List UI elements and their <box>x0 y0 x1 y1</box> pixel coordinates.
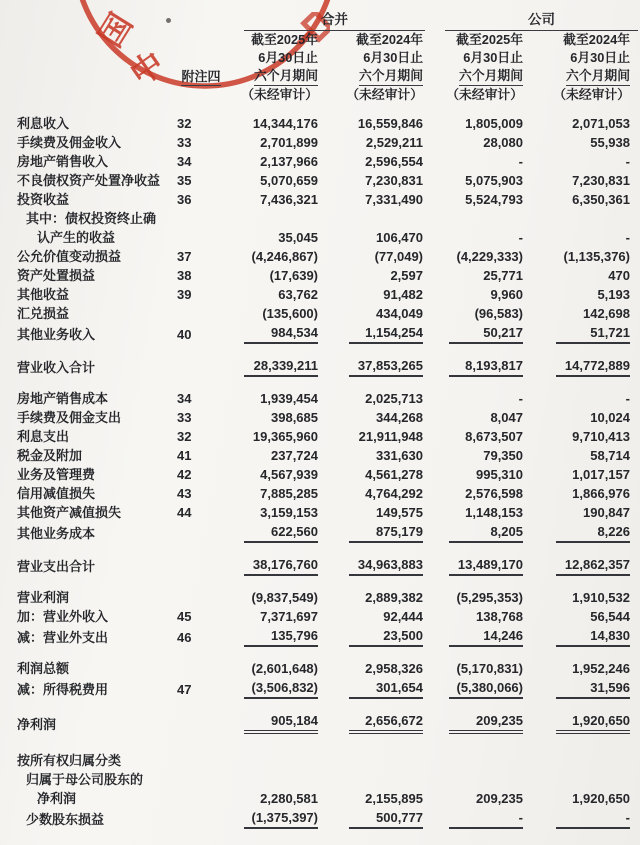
value-company-2024: 58,714 <box>590 448 630 463</box>
value-consolidated-2024: 1,154,254 <box>318 323 423 344</box>
value-company-2024 <box>523 770 630 789</box>
value-consolidated-2025: 2,280,581 <box>260 791 318 806</box>
header-col-company-2024: 截至2024年 6月30日止 六个月期间 （未经审计） <box>553 32 630 102</box>
value-consolidated-2025: (3,506,832) <box>232 678 318 699</box>
value-company-2024: - <box>625 230 630 245</box>
value-company-2025: 1,805,009 <box>465 116 523 131</box>
value-consolidated-2024: 331,630 <box>376 448 423 463</box>
value-company-2024: 1,920,650 <box>572 791 630 806</box>
value-company-2024: 1,017,157 <box>572 467 630 482</box>
row-label: 营业利润 <box>17 590 70 605</box>
row-label: 房地产销售收入 <box>17 154 109 169</box>
header-col-consolidated-2024: 截至2024年 6月30日止 六个月期间 （未经审计） <box>346 32 423 102</box>
table-row <box>0 588 640 607</box>
value-company-2025: 8,047 <box>490 410 523 425</box>
table-row <box>0 304 640 323</box>
value-company-2025: 138,768 <box>476 609 523 624</box>
table-row <box>0 503 640 522</box>
value-consolidated-2025: 7,885,285 <box>260 486 318 501</box>
value-company-2024: 190,847 <box>583 505 630 520</box>
value-company-2025: 13,489,170 <box>423 555 523 576</box>
table-row <box>0 114 640 133</box>
value-company-2025 <box>423 770 523 789</box>
value-company-2024: 9,710,413 <box>572 429 630 444</box>
table-row <box>0 285 640 304</box>
value-consolidated-2024: 106,470 <box>376 230 423 245</box>
value-consolidated-2025: 35,045 <box>278 230 318 245</box>
row-note-number: 45 <box>177 609 192 624</box>
row-note-number: 41 <box>177 448 192 463</box>
value-company-2024: 1,866,976 <box>572 486 630 501</box>
value-consolidated-2025: 3,159,153 <box>260 505 318 520</box>
table-row <box>0 209 640 228</box>
value-company-2025: (5,170,831) <box>456 661 523 676</box>
value-consolidated-2025: 905,184 <box>232 711 318 734</box>
row-spacer <box>0 645 640 659</box>
table-row <box>0 678 640 697</box>
header-col-company-2025: 截至2025年 6月30日止 六个月期间 （未经审计） <box>446 32 523 102</box>
value-consolidated-2024: 344,268 <box>376 410 423 425</box>
value-company-2025: - <box>423 808 523 829</box>
value-consolidated-2025 <box>232 209 318 228</box>
value-consolidated-2025: 1,939,454 <box>260 391 318 406</box>
value-consolidated-2025: 135,796 <box>232 626 318 647</box>
table-row <box>0 555 640 574</box>
row-note-number: 33 <box>177 410 192 425</box>
row-label: 不良债权资产处置净收益 <box>17 173 161 188</box>
value-company-2024: - <box>625 154 630 169</box>
value-company-2025: 50,217 <box>423 323 523 344</box>
row-spacer <box>0 342 640 356</box>
value-company-2025: 8,673,507 <box>465 429 523 444</box>
row-label: 减：所得税费用 <box>17 682 109 697</box>
row-spacer <box>0 574 640 588</box>
value-consolidated-2025: (135,600) <box>262 306 318 321</box>
value-company-2024: 7,230,831 <box>572 173 630 188</box>
value-company-2024: 1,920,650 <box>523 711 630 734</box>
value-consolidated-2025: 7,371,697 <box>260 609 318 624</box>
value-consolidated-2025: 14,344,176 <box>252 116 318 131</box>
row-label: 利息支出 <box>17 429 70 444</box>
table-row <box>0 607 640 626</box>
row-label: 利润总额 <box>17 661 70 676</box>
value-company-2025: 79,350 <box>483 448 523 463</box>
row-label: 汇兑损益 <box>17 306 70 321</box>
value-company-2024: 55,938 <box>590 135 630 150</box>
value-consolidated-2024: 16,559,846 <box>357 116 423 131</box>
value-company-2024: 142,698 <box>583 306 630 321</box>
header-group-company: 公司 <box>445 8 638 31</box>
value-consolidated-2025: (4,246,867) <box>251 249 318 264</box>
table-row <box>0 408 640 427</box>
note-column-label: 附注四 <box>181 66 220 86</box>
value-company-2024: - <box>523 808 630 829</box>
value-company-2025: 14,246 <box>423 626 523 647</box>
row-label: 净利润 <box>17 717 57 732</box>
value-consolidated-2024 <box>318 209 423 228</box>
value-company-2025: 1,148,153 <box>465 505 523 520</box>
value-consolidated-2024: 2,596,554 <box>365 154 423 169</box>
value-company-2025: 8,205 <box>423 522 523 543</box>
row-note-number: 32 <box>177 429 192 444</box>
table-row <box>0 228 640 247</box>
value-company-2025: (5,380,066) <box>423 678 523 699</box>
value-company-2024: 6,350,361 <box>572 192 630 207</box>
header-col-consolidated-2025: 截至2025年 6月30日止 六个月期间 （未经审计） <box>241 32 318 102</box>
value-consolidated-2024: 37,853,265 <box>318 356 423 377</box>
table-row <box>0 465 640 484</box>
table-row <box>0 626 640 645</box>
value-consolidated-2024 <box>318 751 423 770</box>
value-consolidated-2025: 622,560 <box>232 522 318 543</box>
value-company-2024: 31,596 <box>523 678 630 699</box>
value-company-2024: 51,721 <box>523 323 630 344</box>
row-spacer <box>0 375 640 389</box>
row-note-number: 35 <box>177 173 192 188</box>
row-label: 营业支出合计 <box>17 559 96 574</box>
value-consolidated-2025 <box>232 751 318 770</box>
value-consolidated-2025: (17,639) <box>269 268 318 283</box>
value-consolidated-2025: 28,339,211 <box>232 356 318 377</box>
value-consolidated-2024: 4,764,292 <box>365 486 423 501</box>
value-company-2024: 14,772,889 <box>523 356 630 377</box>
value-company-2025: 8,193,817 <box>423 356 523 377</box>
value-consolidated-2024: (77,049) <box>374 249 423 264</box>
value-company-2024: - <box>625 391 630 406</box>
row-note-number: 39 <box>177 287 192 302</box>
table-row <box>0 247 640 266</box>
table-row <box>0 659 640 678</box>
value-consolidated-2025 <box>232 770 318 789</box>
table-row <box>0 484 640 503</box>
value-consolidated-2024: 875,179 <box>318 522 423 543</box>
row-label: 其他业务收入 <box>17 327 96 342</box>
value-consolidated-2025: (1,375,397) <box>232 808 318 829</box>
value-consolidated-2024: 34,963,883 <box>318 555 423 576</box>
header-group-consolidated: 合并 <box>244 8 425 31</box>
row-note-number: 46 <box>177 630 192 645</box>
header-group-row <box>0 8 640 31</box>
row-label: 归属于母公司股东的 <box>26 772 144 787</box>
value-company-2025: 995,310 <box>476 467 523 482</box>
value-company-2024: 2,071,053 <box>572 116 630 131</box>
row-label: 资产处置损益 <box>17 268 96 283</box>
row-label: 净利润 <box>37 791 77 806</box>
value-consolidated-2024: 7,331,490 <box>365 192 423 207</box>
value-consolidated-2025: 5,070,659 <box>260 173 318 188</box>
seal-char-zhong: 中 <box>123 44 171 93</box>
row-label: 信用减值损失 <box>17 486 96 501</box>
row-label: 其中：债权投资终止确 <box>26 211 157 226</box>
value-company-2025: 25,771 <box>483 268 523 283</box>
value-company-2025 <box>423 751 523 770</box>
table-row <box>0 446 640 465</box>
table-row <box>0 789 640 808</box>
value-company-2025: - <box>518 154 523 169</box>
row-label: 利息收入 <box>17 116 70 131</box>
table-row <box>0 751 640 770</box>
value-company-2024: 8,226 <box>523 522 630 543</box>
table-row <box>0 808 640 827</box>
value-company-2025: 209,235 <box>423 711 523 734</box>
value-consolidated-2025: (9,837,549) <box>251 590 318 605</box>
row-note-number: 37 <box>177 249 192 264</box>
value-consolidated-2024 <box>318 770 423 789</box>
value-company-2025: 28,080 <box>483 135 523 150</box>
value-company-2024: (1,135,376) <box>563 249 630 264</box>
row-label: 认产生的收益 <box>37 230 116 245</box>
row-note-number: 34 <box>177 391 192 406</box>
row-label: 按所有权归属分类 <box>17 753 122 768</box>
value-consolidated-2024: 2,597 <box>390 268 423 283</box>
value-consolidated-2025: 7,436,321 <box>260 192 318 207</box>
value-company-2024: 10,024 <box>590 410 630 425</box>
value-consolidated-2025: 237,724 <box>271 448 318 463</box>
row-note-number: 33 <box>177 135 192 150</box>
table-row <box>0 266 640 285</box>
row-note-number: 43 <box>177 486 192 501</box>
value-consolidated-2025: 38,176,760 <box>232 555 318 576</box>
row-label: 房地产销售成本 <box>17 391 109 406</box>
row-label: 业务及管理费 <box>17 467 96 482</box>
value-consolidated-2024: 2,529,211 <box>365 135 423 150</box>
value-company-2025: (96,583) <box>474 306 523 321</box>
value-consolidated-2024: 92,444 <box>383 609 423 624</box>
row-spacer <box>0 697 640 711</box>
row-note-number: 44 <box>177 505 192 520</box>
table-row <box>0 522 640 541</box>
value-consolidated-2025: 398,685 <box>271 410 318 425</box>
table-row <box>0 711 640 730</box>
value-company-2025: (4,229,333) <box>456 249 523 264</box>
row-note-number: 38 <box>177 268 192 283</box>
row-note-number: 34 <box>177 154 192 169</box>
table-row <box>0 152 640 171</box>
value-company-2024: 56,544 <box>590 609 630 624</box>
value-consolidated-2024: 2,656,672 <box>318 711 423 734</box>
value-consolidated-2024: 301,654 <box>318 678 423 699</box>
row-label: 其他资产减值损失 <box>17 505 122 520</box>
value-company-2025 <box>423 209 523 228</box>
value-company-2025: - <box>518 391 523 406</box>
value-consolidated-2025: 2,137,966 <box>260 154 318 169</box>
value-consolidated-2025: 63,762 <box>278 287 318 302</box>
value-consolidated-2024: 4,561,278 <box>365 467 423 482</box>
value-consolidated-2024: 21,911,948 <box>358 429 423 444</box>
value-consolidated-2024: 2,958,326 <box>365 661 423 676</box>
value-consolidated-2024: 2,155,895 <box>365 791 423 806</box>
row-label: 减：营业外支出 <box>17 630 109 645</box>
value-company-2024: 470 <box>608 268 630 283</box>
row-label: 其他收益 <box>17 287 70 302</box>
value-company-2025: (5,295,353) <box>456 590 523 605</box>
value-company-2024: 1,910,532 <box>572 590 630 605</box>
value-consolidated-2024: 434,049 <box>376 306 423 321</box>
table-row <box>0 323 640 342</box>
row-label: 少数股东损益 <box>26 812 105 827</box>
row-label: 手续费及佣金支出 <box>17 410 122 425</box>
value-consolidated-2024: 149,575 <box>376 505 423 520</box>
table-row <box>0 190 640 209</box>
value-consolidated-2024: 2,889,382 <box>365 590 423 605</box>
table-row <box>0 356 640 375</box>
value-consolidated-2025: 984,534 <box>232 323 318 344</box>
row-note-number: 47 <box>177 682 192 697</box>
value-company-2025: - <box>518 230 523 245</box>
table-row <box>0 171 640 190</box>
value-company-2024: 1,952,246 <box>572 661 630 676</box>
table-row <box>0 133 640 152</box>
row-label: 营业收入合计 <box>17 360 96 375</box>
value-consolidated-2024: 500,777 <box>318 808 423 829</box>
table-header <box>0 8 640 104</box>
value-company-2025: 209,235 <box>476 791 523 806</box>
value-consolidated-2024: 7,230,831 <box>365 173 423 188</box>
table-row <box>0 389 640 408</box>
value-company-2025: 5,524,793 <box>465 192 523 207</box>
header-period-row <box>0 31 640 104</box>
value-consolidated-2025: 19,365,960 <box>252 429 318 444</box>
row-label: 其他业务成本 <box>17 526 96 541</box>
row-label: 手续费及佣金收入 <box>17 135 122 150</box>
value-consolidated-2025: (2,601,648) <box>251 661 318 676</box>
value-consolidated-2024: 23,500 <box>318 626 423 647</box>
value-company-2025: 9,960 <box>490 287 523 302</box>
row-label: 公允价值变动损益 <box>17 249 122 264</box>
row-label: 加：营业外收入 <box>17 609 109 624</box>
table-row <box>0 427 640 446</box>
value-company-2024: 5,193 <box>597 287 630 302</box>
table-row <box>0 770 640 789</box>
row-note-number: 36 <box>177 192 192 207</box>
value-company-2024: 14,830 <box>523 626 630 647</box>
value-company-2024: 12,862,357 <box>523 555 630 576</box>
value-company-2025: 5,075,903 <box>465 173 523 188</box>
row-spacer <box>0 541 640 555</box>
row-label: 税金及附加 <box>17 448 83 463</box>
value-company-2025: 2,576,598 <box>465 486 523 501</box>
row-note-number: 32 <box>177 116 192 131</box>
value-consolidated-2024: 2,025,713 <box>365 391 423 406</box>
value-consolidated-2025: 2,701,899 <box>260 135 318 150</box>
row-note-number: 40 <box>177 327 192 342</box>
value-company-2024 <box>523 751 630 770</box>
row-label: 投资收益 <box>17 192 70 207</box>
seal-char-guo: 国 <box>91 6 140 54</box>
value-consolidated-2025: 4,567,939 <box>260 467 318 482</box>
value-consolidated-2024: 91,482 <box>383 287 423 302</box>
value-company-2024 <box>523 209 630 228</box>
row-note-number: 42 <box>177 467 192 482</box>
table-body <box>0 114 640 827</box>
